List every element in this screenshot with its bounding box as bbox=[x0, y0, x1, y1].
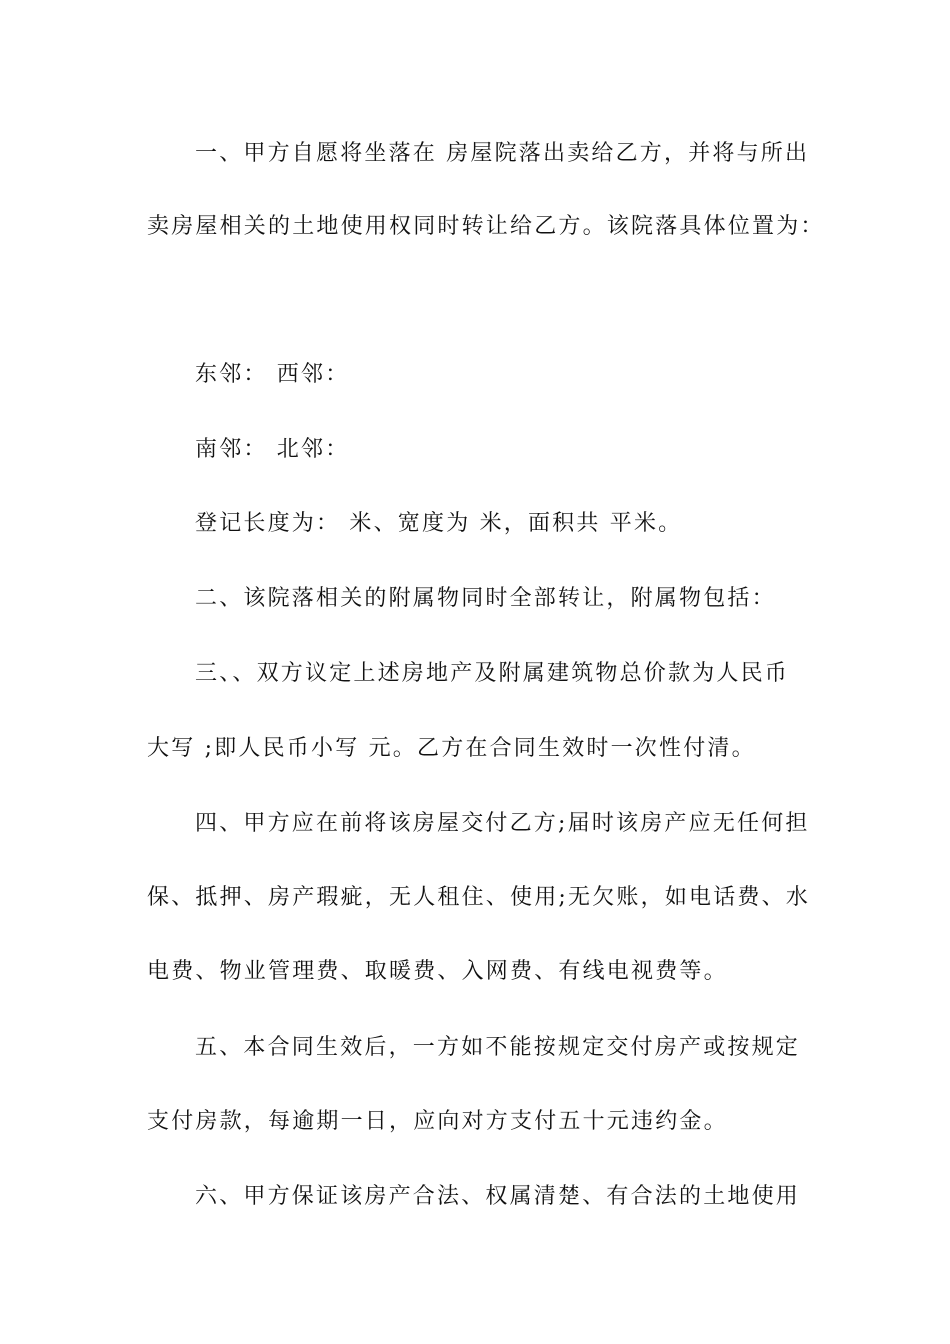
clause-5-line-2: 支付房款，每逾期一日，应向对方支付五十元违约金。 bbox=[147, 1109, 728, 1134]
clause-3-line-2: 大写 ;即人民币小写 元。乙方在合同生效时一次性付清。 bbox=[147, 736, 756, 761]
clause-4-line-2: 保、抵押、房产瑕疵，无人租住、使用;无欠账，如电话费、水 bbox=[147, 885, 811, 910]
east-west-neighbors: 东邻： 西邻： bbox=[195, 362, 350, 387]
clause-4-line-3: 电费、物业管理费、取暖费、入网费、有线电视费等。 bbox=[147, 959, 728, 984]
clause-2-line-1: 二、该院落相关的附属物同时全部转让，附属物包括： bbox=[195, 586, 776, 611]
registered-dimensions: 登记长度为： 米、宽度为 米，面积共 平米。 bbox=[195, 511, 683, 536]
clause-3-line-1: 三、、双方议定上述房地产及附属建筑物总价款为人民币 bbox=[195, 661, 790, 686]
clause-4-line-1: 四、甲方应在前将该房屋交付乙方;届时该房产应无任何担 bbox=[195, 811, 810, 836]
clause-5-line-1: 五、本合同生效后，一方如不能按规定交付房产或按规定 bbox=[195, 1035, 801, 1060]
clause-1-line-1: 一、甲方自愿将坐落在 房屋院落出卖给乙方，并将与所出 bbox=[195, 141, 810, 166]
clause-1-line-2: 卖房屋相关的土地使用权同时转让给乙方。该院落具体位置为： bbox=[147, 214, 825, 239]
clause-6-line-1: 六、甲方保证该房产合法、权属清楚、有合法的土地使用 bbox=[195, 1184, 801, 1209]
south-north-neighbors: 南邻： 北邻： bbox=[195, 437, 350, 462]
